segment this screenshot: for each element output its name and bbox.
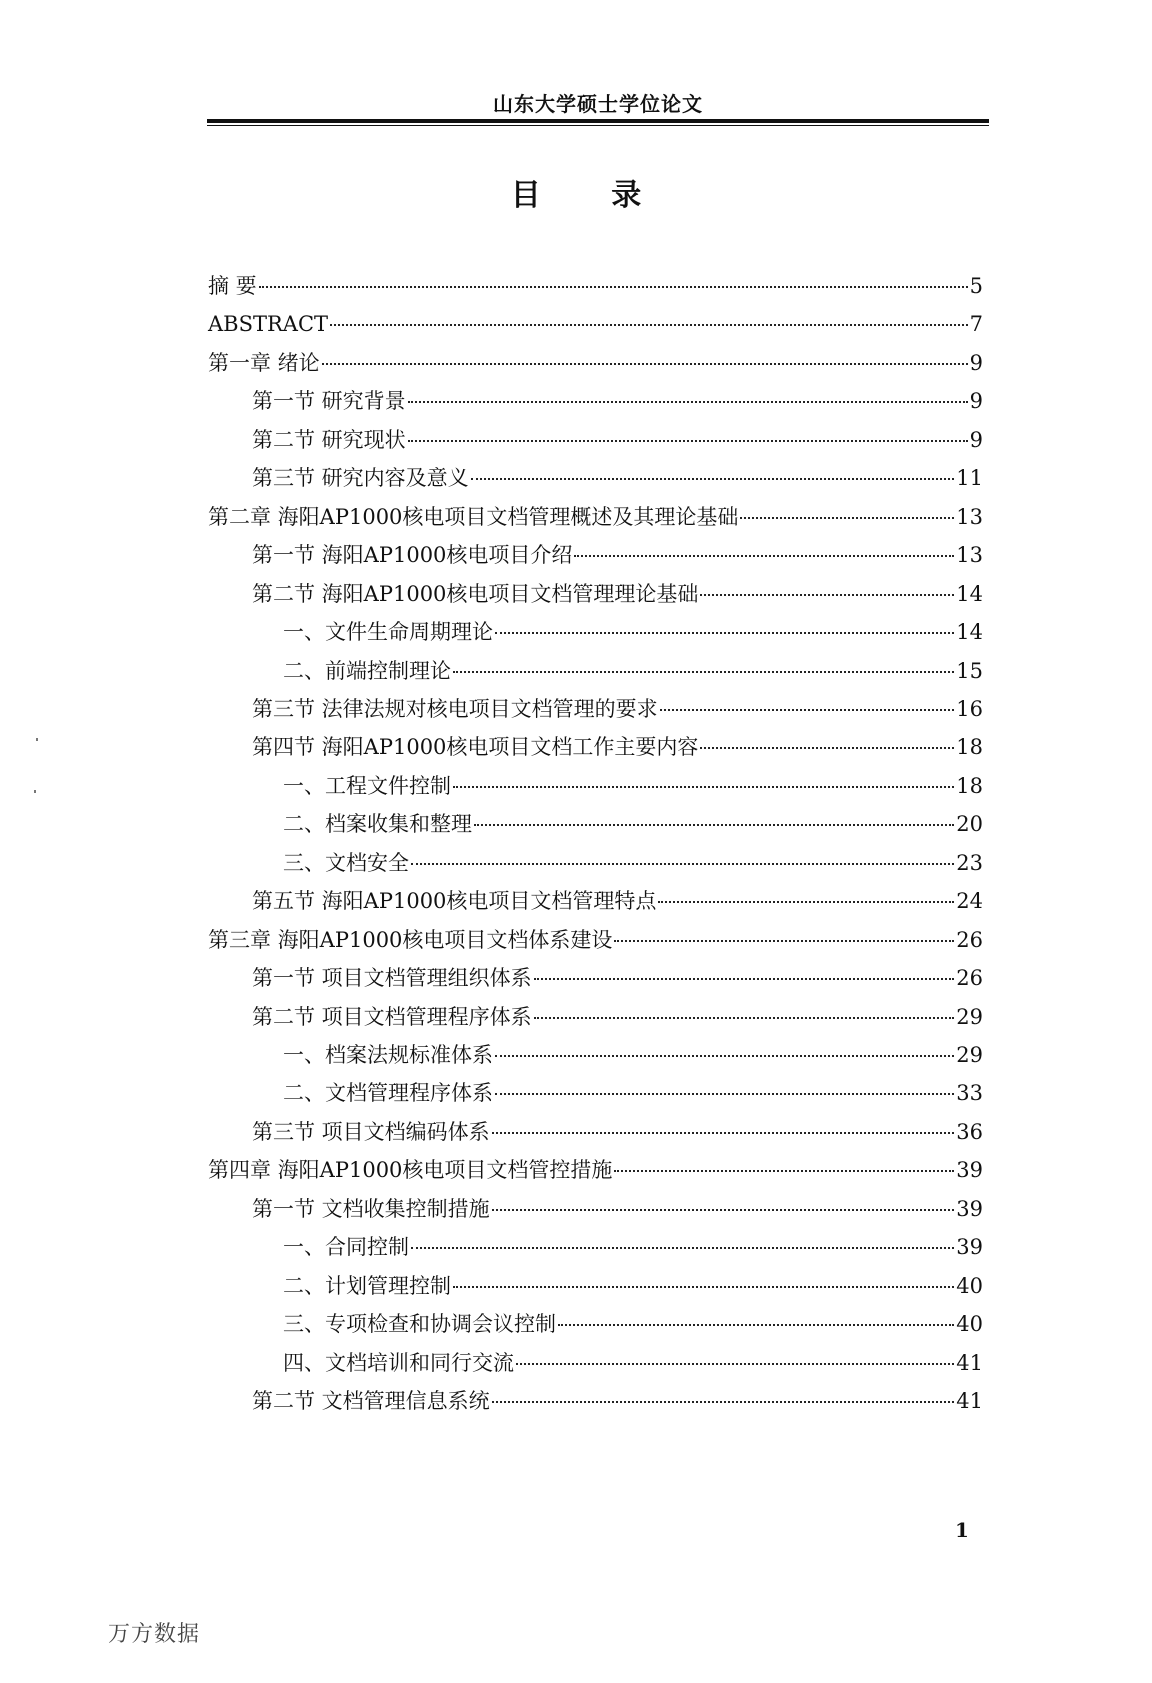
- toc-entry-label: 二、计划管理控制: [283, 1273, 451, 1298]
- toc-entry-label: 二、档案收集和整理: [283, 812, 472, 837]
- toc-leader-dots: [534, 1016, 955, 1019]
- header-rule-thin: [207, 125, 989, 126]
- page-number: 1: [955, 1518, 969, 1542]
- toc-entry[interactable]: [252, 1001, 983, 1033]
- toc-entry-label: 第一节 项目文档管理组织体系: [252, 966, 532, 991]
- toc-entry-page: 9: [969, 389, 983, 414]
- toc-entry[interactable]: [208, 270, 983, 302]
- toc-entry-page: 24: [956, 889, 983, 914]
- toc-entry-page: 5: [969, 274, 983, 298]
- toc-entry[interactable]: [283, 770, 983, 802]
- toc-entry[interactable]: [283, 1347, 983, 1379]
- toc-entry-page: 14: [956, 581, 983, 606]
- toc-entry-label: 第一章 绪论: [208, 350, 320, 375]
- toc-entry-label: 第二节 项目文档管理程序体系: [252, 1004, 532, 1029]
- toc-leader-dots: [574, 554, 954, 557]
- scan-speck: [36, 738, 38, 741]
- toc-leader-dots: [474, 823, 954, 826]
- toc-leader-dots: [453, 1285, 954, 1288]
- toc-entry-label: 第四章 海阳AP1000核电项目文档管控措施: [208, 1158, 613, 1183]
- toc-entry-label: 三、文档安全: [283, 850, 409, 875]
- toc-entry-label: 第二节 海阳AP1000核电项目文档管理理论基础: [252, 581, 699, 606]
- toc-entry-label: 第三节 项目文档编码体系: [252, 1119, 490, 1144]
- toc-entry[interactable]: [252, 885, 983, 917]
- toc-leader-dots: [408, 400, 968, 403]
- toc-entry[interactable]: [252, 578, 983, 610]
- toc-entry[interactable]: [252, 962, 983, 994]
- toc-leader-dots: [740, 516, 954, 519]
- toc-entry-page: 9: [969, 350, 983, 375]
- toc-entry-page: 7: [969, 312, 983, 337]
- toc-leader-dots: [492, 1400, 955, 1403]
- toc-leader-dots: [700, 593, 954, 596]
- toc-entry-label: 第三章 海阳AP1000核电项目文档体系建设: [208, 927, 613, 952]
- toc-entry-label: 第五节 海阳AP1000核电项目文档管理特点: [252, 889, 657, 914]
- toc-entry-label: 第一节 研究背景: [252, 389, 406, 414]
- toc-leader-dots: [614, 939, 954, 942]
- toc-leader-dots: [534, 977, 955, 980]
- toc-entry[interactable]: [252, 731, 983, 763]
- toc-entry[interactable]: [283, 1077, 983, 1109]
- toc-entry-page: 11: [956, 466, 983, 491]
- toc-entry-label: 摘 要: [208, 274, 257, 298]
- toc-entry-page: 29: [956, 1043, 983, 1067]
- toc-entry[interactable]: [283, 808, 983, 840]
- toc-leader-dots: [495, 1054, 954, 1057]
- toc-leader-dots: [492, 1208, 955, 1211]
- toc-entry-page: 20: [956, 812, 983, 837]
- toc-leader-dots: [492, 1131, 955, 1134]
- toc-entry-page: 26: [956, 966, 983, 991]
- toc-entry[interactable]: [208, 347, 983, 379]
- toc-entry[interactable]: [252, 1385, 983, 1417]
- toc-entry-label: 第三节 研究内容及意义: [252, 466, 469, 491]
- toc-entry-page: 39: [956, 1158, 983, 1183]
- toc-title: 目 录: [510, 178, 672, 213]
- toc-leader-dots: [495, 631, 954, 634]
- toc-entry-page: 40: [956, 1312, 983, 1337]
- toc-entry-label: 第二节 文档管理信息系统: [252, 1389, 490, 1414]
- toc-entry-page: 39: [956, 1196, 983, 1221]
- toc-entry-page: 13: [956, 543, 983, 568]
- scan-speck: [34, 790, 36, 793]
- toc-leader-dots: [453, 670, 954, 673]
- toc-entry-page: 40: [956, 1273, 983, 1298]
- toc-entry[interactable]: [283, 655, 983, 687]
- toc-entry-page: 26: [956, 927, 983, 952]
- toc-leader-dots: [259, 285, 968, 288]
- toc-entry-page: 23: [956, 850, 983, 875]
- running-header: 山东大学硕士学位论文: [493, 92, 703, 116]
- toc-leader-dots: [558, 1323, 954, 1326]
- toc-entry-label: 一、档案法规标准体系: [283, 1043, 493, 1067]
- toc-entry-page: 9: [969, 427, 983, 452]
- toc-leader-dots: [495, 1092, 954, 1095]
- toc-entry-page: 18: [956, 735, 983, 760]
- toc-entry-page: 14: [956, 620, 983, 645]
- toc-entry-page: 36: [956, 1119, 983, 1144]
- toc-leader-dots: [658, 900, 954, 903]
- toc-leader-dots: [700, 746, 954, 749]
- toc-leader-dots: [408, 439, 968, 442]
- toc-entry[interactable]: [252, 693, 983, 725]
- toc-entry-label: 一、合同控制: [283, 1235, 409, 1260]
- toc-leader-dots: [660, 708, 955, 711]
- toc-entry-label: 第四节 海阳AP1000核电项目文档工作主要内容: [252, 735, 699, 760]
- toc-entry[interactable]: [283, 1308, 983, 1340]
- toc-entry-page: 33: [956, 1081, 983, 1106]
- toc-leader-dots: [322, 362, 968, 365]
- toc-entry-page: 29: [956, 1004, 983, 1029]
- toc-entry-page: 13: [956, 504, 983, 529]
- toc-entry-label: 二、文档管理程序体系: [283, 1081, 493, 1106]
- toc-entry-label: 三、专项检查和协调会议控制: [283, 1312, 556, 1337]
- toc-entry-label: 一、文件生命周期理论: [283, 620, 493, 645]
- toc-leader-dots: [411, 1246, 954, 1249]
- toc-entry[interactable]: [252, 539, 983, 571]
- toc-entry[interactable]: [283, 616, 983, 648]
- toc-entry[interactable]: [208, 308, 983, 340]
- toc-entry[interactable]: [252, 424, 983, 456]
- toc-entry-label: 第二章 海阳AP1000核电项目文档管理概述及其理论基础: [208, 504, 739, 529]
- toc-entry-label: 二、前端控制理论: [283, 658, 451, 683]
- toc-leader-dots: [411, 862, 954, 865]
- toc-entry-label: 第一节 文档收集控制措施: [252, 1196, 490, 1221]
- toc-leader-dots: [471, 477, 955, 480]
- toc-entry-label: 一、工程文件控制: [283, 773, 451, 798]
- toc-leader-dots: [453, 785, 954, 788]
- toc-entry[interactable]: [208, 924, 983, 956]
- toc-entry-page: 41: [956, 1350, 983, 1375]
- toc-entry-label: 四、文档培训和同行交流: [283, 1350, 514, 1375]
- toc-entry-label: ABSTRACT: [208, 312, 329, 337]
- toc-entry-label: 第二节 研究现状: [252, 427, 406, 452]
- toc-entry[interactable]: [283, 1270, 983, 1302]
- toc-entry[interactable]: [283, 1231, 983, 1263]
- toc-entry[interactable]: [208, 501, 983, 533]
- toc-entry-page: 39: [956, 1235, 983, 1260]
- toc-entry[interactable]: [283, 847, 983, 879]
- toc-entry-page: 41: [956, 1389, 983, 1414]
- toc-entry-page: 15: [956, 658, 983, 683]
- toc-entry-label: 第三节 法律法规对核电项目文档管理的要求: [252, 696, 658, 721]
- toc-entry-page: 18: [956, 773, 983, 798]
- toc-entry[interactable]: [252, 462, 983, 494]
- toc-entry[interactable]: [208, 1154, 983, 1186]
- header-rule-thick: [207, 119, 989, 123]
- watermark-text: 万方数据: [108, 1622, 201, 1647]
- toc-leader-dots: [614, 1169, 954, 1172]
- toc-entry-page: 16: [956, 696, 983, 721]
- toc-entry-label: 第一节 海阳AP1000核电项目介绍: [252, 543, 573, 568]
- toc-entry[interactable]: [252, 1193, 983, 1225]
- toc-entry[interactable]: [252, 1116, 983, 1148]
- toc-entry[interactable]: [283, 1039, 983, 1071]
- toc-leader-dots: [516, 1362, 954, 1365]
- toc-leader-dots: [330, 323, 968, 326]
- toc-entry[interactable]: [252, 385, 983, 417]
